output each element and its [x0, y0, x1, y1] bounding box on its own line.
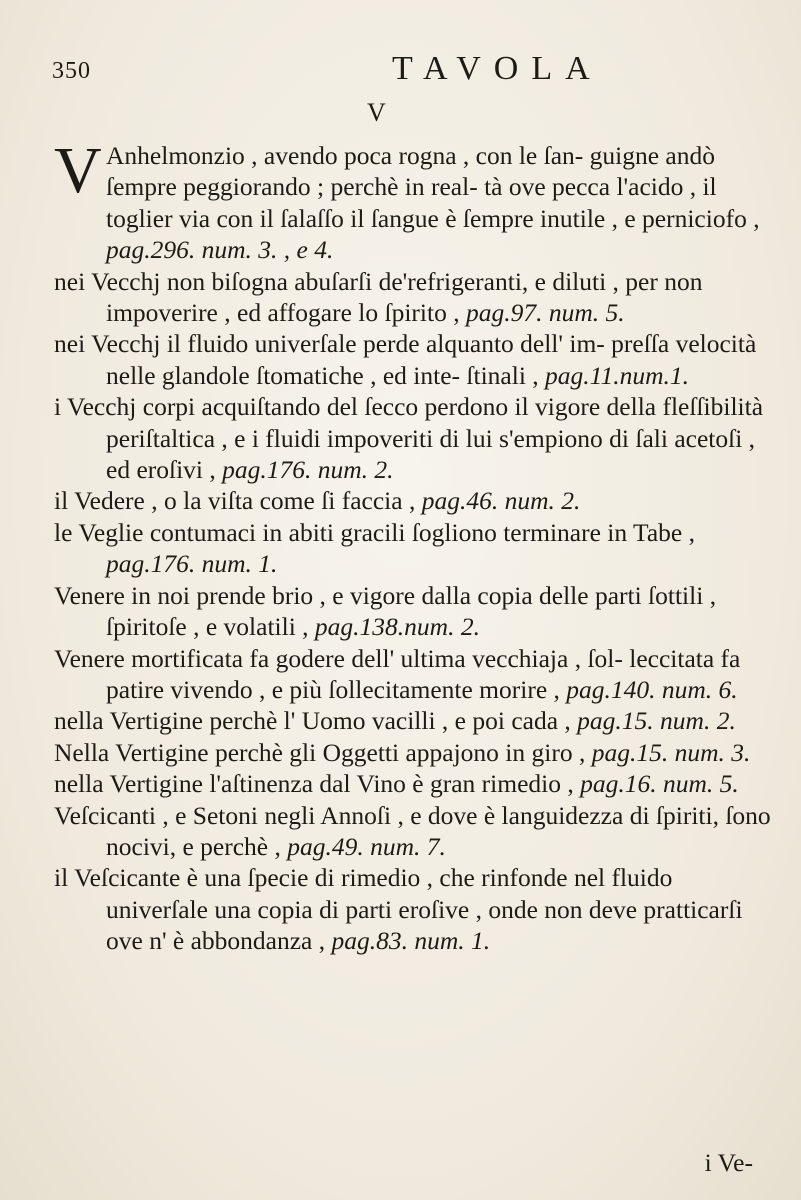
page-reference: pag.11.num.1.	[545, 360, 690, 390]
index-entry	[54, 517, 774, 580]
entry-text: nella Vertigine perchè l' Uomo vacilli , e poi cada ,	[54, 706, 578, 736]
page-reference: pag.138.num. 2.	[314, 612, 480, 642]
entry-text: Anhelmonzio , avendo poca rogna , con le ſan- guigne andò ſempre peggiorando ; perchè in real- tà ove pecca l'acido , il toglier via con il ſalaſſo il ſangue è ſempre inutile , e perniciofo ,	[106, 141, 760, 233]
entry-text: il Veſcicante è una ſpecie di rimedio , che rinfonde nel fluido univerſale una copia di parti eroſive , onde non deve pratticarſi ove n' è abbondanza ,	[54, 863, 743, 956]
page-reference: pag.140. num. 6.	[566, 674, 738, 704]
index-entries	[54, 134, 774, 957]
page-reference: pag.49. num. 7.	[287, 831, 446, 861]
entry-text: il Vedere , o la viſta come ſi faccia ,	[54, 486, 422, 516]
index-entry	[54, 705, 774, 736]
index-entry	[54, 800, 774, 863]
entry-text: Venere mortificata fa godere dell' ultima vecchiaja , ſol- leccitata fa patire vivendo , e più ſollecitamente morire ,	[54, 643, 741, 704]
page-reference: pag.16. num. 5.	[580, 769, 739, 799]
catchword: i Ve-	[704, 1148, 753, 1177]
index-entry	[54, 266, 774, 329]
index-entry	[54, 862, 774, 956]
page-reference: pag.15. num. 2.	[577, 706, 736, 736]
page-reference: pag.176. num. 1.	[106, 549, 278, 579]
index-entry	[54, 768, 774, 799]
entry-text: nella Vertigine l'aſtinenza dal Vino è gran rimedio ,	[54, 769, 581, 799]
index-entry	[54, 134, 774, 266]
entry-text: i Vecchj corpi acquiſtando del ſecco perdono il vigore della fleſſibilità periſtaltica , e i fluidi impoveriti di lui s'empiono di ſali acetoſi , ed eroſivi ,	[54, 392, 764, 485]
page-reference: pag.296. num. 3. , e 4.	[106, 235, 334, 265]
entry-text: Nella Vertigine perchè gli Oggetti appajono in giro ,	[54, 737, 592, 767]
page-reference: pag.46. num. 2.	[421, 486, 581, 516]
page-reference: pag.97. num. 5.	[465, 298, 625, 328]
entry-text: nei Vecchj il fluido univerſale perde alquanto dell' im- preſſa velocità nelle glandole ſtomatiche , ed inte- ſtinali ,	[54, 329, 757, 390]
index-entry	[54, 737, 774, 768]
entry-text: le Veglie contumaci in abiti gracili ſogliono terminare in Tabe ,	[54, 517, 695, 547]
page-reference: pag.176. num. 2.	[222, 455, 394, 485]
entry-text: nei Vecchj non biſogna abuſarſi de'refrigeranti, e diluti , per non impoverire , ed affogare lo ſpirito ,	[54, 266, 703, 328]
drop-cap: V	[54, 134, 102, 207]
index-entry	[54, 485, 774, 516]
page-reference: pag.83. num. 1.	[331, 926, 491, 956]
page-number: 350	[52, 58, 91, 84]
index-entry	[54, 580, 774, 643]
entry-text: Venere in noi prende brio , e vigore dalla copia delle parti ſottili , ſpiritoſe , e volatili ,	[54, 580, 717, 642]
index-entry	[54, 643, 774, 706]
running-title: TAVOLA	[392, 50, 603, 87]
entry-text: Veſcicanti , e Setoni negli Annoſi , e dove è languidezza di ſpiriti, ſono nocivi, e perchè ,	[54, 800, 771, 861]
index-entry	[54, 328, 774, 391]
section-letter: V	[367, 98, 386, 127]
index-entry	[54, 391, 774, 485]
page-reference: pag.15. num. 3.	[591, 737, 751, 767]
